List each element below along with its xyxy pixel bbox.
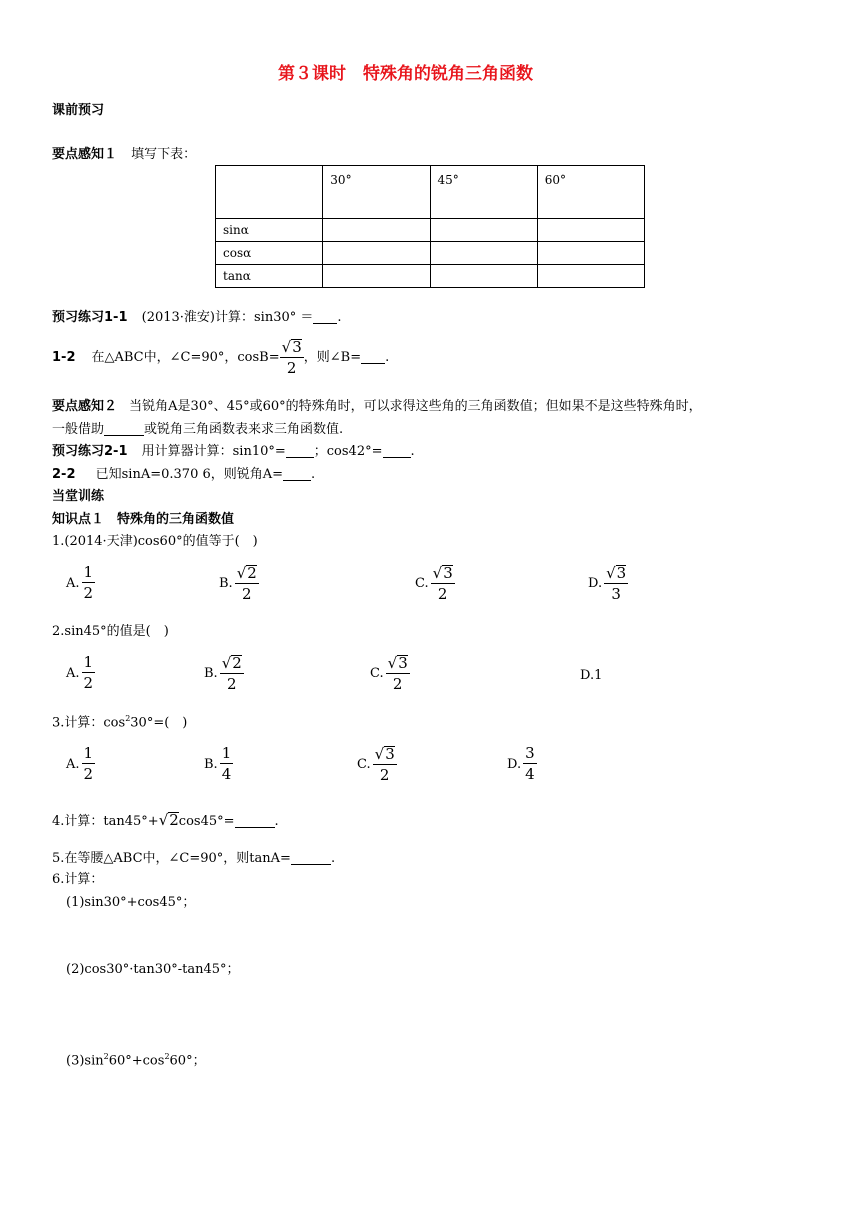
key-point-1 xyxy=(52,148,196,161)
question-4-text-b: cos45°= xyxy=(178,814,235,829)
numerator: 1 xyxy=(83,563,94,581)
table-row xyxy=(216,219,645,242)
question-3-stem xyxy=(52,715,187,729)
key-point-2-line-1 xyxy=(52,400,702,413)
exercise-1-2-pre: 在△ABC中，∠C=90°，cosB= xyxy=(91,350,280,365)
exercise-1-2 xyxy=(52,339,389,376)
denominator: 2 xyxy=(83,674,94,692)
denominator: 2 xyxy=(379,766,390,784)
answer-blank[interactable] xyxy=(361,351,385,364)
question-6-part-3 xyxy=(66,1053,206,1067)
question-1-stem: 1.(2014·天津)cos60°的值等于( ) xyxy=(52,534,258,549)
fraction: $\frac{√3}{2}$ xyxy=(432,564,453,603)
trig-value-table xyxy=(215,165,645,288)
question-2-option-c[interactable] xyxy=(370,655,410,692)
part-3-text-b: 60°+cos xyxy=(108,1053,165,1069)
answer-blank[interactable] xyxy=(235,815,275,828)
exercise-1-1-text: (2013·淮安)计算：sin30° ＝ xyxy=(141,310,314,325)
question-1-option-c[interactable] xyxy=(415,565,455,602)
period: . xyxy=(274,814,279,829)
question-2-stem: 2.sin45°的值是( ) xyxy=(52,624,169,639)
fraction: $\frac{√3}{2}$ xyxy=(374,745,395,784)
denominator: 2 xyxy=(437,585,448,603)
question-6-stem: 6.计算： xyxy=(52,872,104,887)
table-row-label: cosα xyxy=(216,242,323,265)
table-blank-cell[interactable] xyxy=(323,265,430,288)
denominator: 2 xyxy=(226,675,237,693)
fraction-sqrt3-over-2: $\frac{√3}{2}$ xyxy=(281,338,302,377)
table-blank-cell[interactable] xyxy=(430,219,537,242)
option-label: B. xyxy=(219,576,233,591)
superscript: 2 xyxy=(125,714,131,723)
question-2-option-b[interactable] xyxy=(204,655,244,692)
numerator: 1 xyxy=(221,744,232,762)
option-label: A. xyxy=(66,575,80,591)
fraction xyxy=(220,746,234,782)
question-3-option-d[interactable] xyxy=(507,746,537,782)
key-point-2-label: 要点感知２ xyxy=(52,399,118,414)
question-6-part-2: (2)cos30°·tan30°-tan45°； xyxy=(66,962,240,977)
table-header-cell xyxy=(216,166,323,219)
option-label: C. xyxy=(415,576,429,591)
section-heading-class: 当堂训练 xyxy=(52,489,105,504)
exercise-2-1-label: 预习练习2-1 xyxy=(52,444,128,459)
answer-blank[interactable] xyxy=(104,423,144,436)
numerator: 1 xyxy=(83,744,94,762)
question-6-part-1: (1)sin30°+cos45°； xyxy=(66,895,196,910)
exercise-2-2 xyxy=(52,468,315,481)
table-blank-cell[interactable] xyxy=(537,242,644,265)
exercise-2-2-text: 已知sinA=0.370 6，则锐角A= xyxy=(95,467,284,482)
fraction xyxy=(523,746,537,782)
period: . xyxy=(311,467,316,482)
numerator: 3 xyxy=(385,745,395,763)
question-1-option-d[interactable] xyxy=(588,565,628,602)
fraction xyxy=(82,746,96,782)
key-point-2-text-b: 或锐角三角函数表来求三角函数值. xyxy=(144,422,344,437)
option-label: B. xyxy=(204,756,218,772)
period: . xyxy=(385,350,390,365)
superscript: 2 xyxy=(103,1052,109,1061)
option-label: A. xyxy=(66,665,80,681)
option-label: D.1 xyxy=(580,668,603,683)
part-3-text-a: (3)sin xyxy=(66,1053,104,1069)
exercise-1-1-label: 预习练习1-1 xyxy=(52,310,128,325)
period: . xyxy=(330,851,336,866)
table-header-cell: 60° xyxy=(537,166,644,219)
exercise-2-1 xyxy=(52,445,415,458)
key-point-2-text: 当锐角A是30°、45°或60°的特殊角时，可以求得这些角的三角函数值；但如果不是这些特殊角时， xyxy=(129,399,702,414)
option-label: D. xyxy=(588,576,603,591)
denominator: 2 xyxy=(392,675,403,693)
answer-blank[interactable] xyxy=(383,445,411,458)
key-point-1-label: 要点感知１ xyxy=(52,147,118,162)
numerator: 2 xyxy=(232,654,242,672)
fraction xyxy=(82,565,96,601)
fraction: $\frac{√3}{2}$ xyxy=(387,654,408,693)
table-blank-cell[interactable] xyxy=(323,242,430,265)
stem-text-a: 3.计算：cos xyxy=(52,715,126,731)
period: . xyxy=(410,444,415,459)
numerator: 1 xyxy=(83,653,94,671)
radicand: 2 xyxy=(169,811,179,829)
part-3-text-c: 60°； xyxy=(169,1053,206,1069)
option-label: C. xyxy=(357,757,371,772)
question-2-option-a[interactable] xyxy=(66,655,95,691)
question-1-option-b[interactable] xyxy=(219,565,259,602)
question-5-text: 5.在等腰△ABC中，∠C=90°，则tanA= xyxy=(52,851,291,866)
denominator: 3 xyxy=(611,585,621,603)
answer-blank[interactable] xyxy=(286,445,314,458)
exercise-1-2-post: ，则∠B= xyxy=(303,350,362,365)
knowledge-point-1: 知识点１ 特殊角的三角函数值 xyxy=(52,512,235,527)
table-blank-cell[interactable] xyxy=(537,265,644,288)
table-row xyxy=(216,265,645,288)
numerator: 3 xyxy=(525,744,535,762)
key-point-2-line-2 xyxy=(52,423,343,436)
page-title: 第３课时 特殊角的锐角三角函数 xyxy=(278,64,533,84)
question-4-text-a: 4.计算：tan45°+ xyxy=(52,814,159,829)
table-row-label: tanα xyxy=(216,265,323,288)
question-1-option-a[interactable] xyxy=(66,565,95,601)
table-row-label: sinα xyxy=(216,219,323,242)
denominator: 2 xyxy=(286,359,297,377)
exercise-2-2-label: 2-2 xyxy=(52,467,76,482)
question-5 xyxy=(52,852,335,865)
exercise-2-1-text-b: ；cos42°= xyxy=(313,444,383,459)
option-label: B. xyxy=(204,666,218,681)
section-heading-preview: 课前预习 xyxy=(52,103,105,118)
fraction xyxy=(82,655,96,691)
question-3-option-c[interactable] xyxy=(357,746,397,783)
numerator: 2 xyxy=(247,564,257,582)
key-point-2-text-a: 一般借助 xyxy=(52,422,105,437)
denominator: 4 xyxy=(525,765,535,783)
fraction: $\frac{√2}{2}$ xyxy=(236,564,257,603)
period: . xyxy=(337,310,342,325)
answer-blank[interactable] xyxy=(283,468,311,481)
table-header-cell: 30° xyxy=(323,166,430,219)
option-label: A. xyxy=(66,756,80,772)
denominator: 2 xyxy=(83,584,94,602)
question-3-option-b[interactable] xyxy=(204,746,233,782)
table-blank-cell[interactable] xyxy=(430,242,537,265)
numerator: 3 xyxy=(443,564,453,582)
question-4 xyxy=(52,812,279,828)
table-header-row xyxy=(216,166,645,219)
denominator: 2 xyxy=(83,765,94,783)
key-point-1-text: 填写下表： xyxy=(131,147,197,162)
numerator: 3 xyxy=(398,654,408,672)
answer-blank[interactable] xyxy=(313,311,337,324)
exercise-1-1 xyxy=(52,311,342,324)
denominator: 4 xyxy=(221,765,232,783)
denominator: 2 xyxy=(241,585,252,603)
table-blank-cell[interactable] xyxy=(323,219,430,242)
fraction: $\frac{√2}{2}$ xyxy=(221,654,242,693)
question-2-option-d[interactable] xyxy=(580,668,604,683)
exercise-2-1-text-a: 用计算器计算：sin10°= xyxy=(141,444,286,459)
question-3-option-a[interactable] xyxy=(66,746,95,782)
table-blank-cell[interactable] xyxy=(537,219,644,242)
answer-blank[interactable] xyxy=(291,852,331,865)
table-header-cell: 45° xyxy=(430,166,537,219)
fraction: $\frac{√3}{3}$ xyxy=(606,564,627,603)
option-label: C. xyxy=(370,666,384,681)
table-row xyxy=(216,242,645,265)
table-blank-cell[interactable] xyxy=(430,265,537,288)
exercise-1-2-label: 1-2 xyxy=(52,350,76,365)
numerator: 3 xyxy=(616,564,627,582)
numerator: 3 xyxy=(292,338,302,356)
stem-text-b: 30°=( ) xyxy=(130,715,188,731)
superscript: 2 xyxy=(164,1052,170,1061)
option-label: D. xyxy=(507,756,522,772)
sqrt-2: √2 xyxy=(158,811,179,829)
